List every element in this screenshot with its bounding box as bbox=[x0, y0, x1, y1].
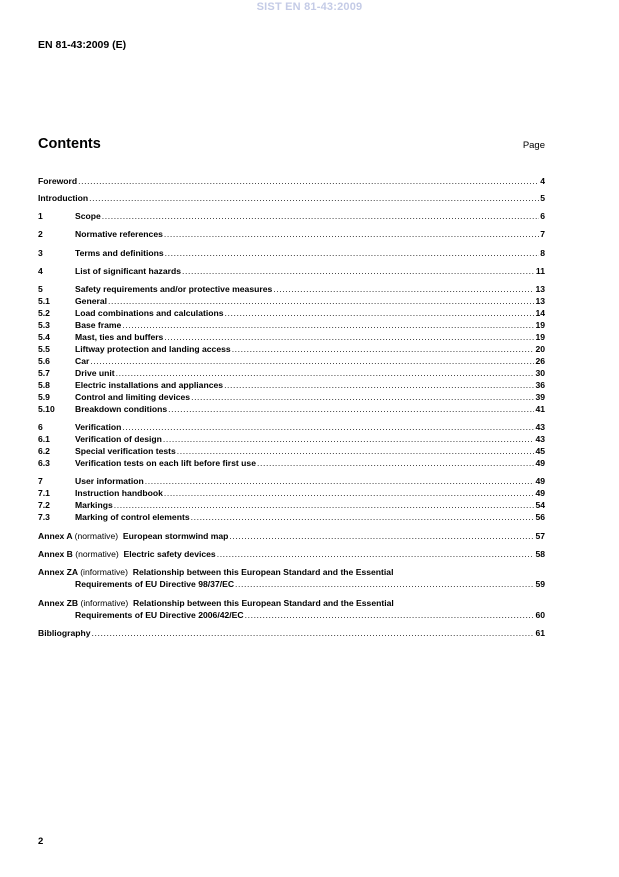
toc-title: Bibliography bbox=[38, 628, 91, 638]
toc-number: 7.1 bbox=[38, 488, 50, 498]
toc-entry-5-10[interactable] bbox=[38, 403, 545, 415]
toc-page: 13 bbox=[535, 296, 545, 306]
toc-number: 5.6 bbox=[38, 356, 50, 366]
toc-title: Liftway protection and landing access bbox=[75, 344, 231, 354]
annex-title: Relationship between this European Standard and the Essential bbox=[132, 567, 394, 577]
page-column-label: Page bbox=[522, 140, 545, 151]
dot-leader bbox=[116, 367, 535, 379]
annex-type: (informative) bbox=[80, 598, 129, 608]
document-id: EN 81-43:2009 (E) bbox=[38, 39, 127, 51]
toc-entry-6-1[interactable] bbox=[38, 433, 545, 445]
toc-number: 5.3 bbox=[38, 320, 50, 330]
toc-number: 7.3 bbox=[38, 512, 50, 522]
table-of-contents bbox=[38, 0, 545, 877]
toc-number: 5.10 bbox=[38, 404, 55, 414]
toc-entry-4[interactable] bbox=[38, 265, 545, 277]
toc-page: 8 bbox=[540, 248, 545, 258]
toc-page: 41 bbox=[535, 404, 545, 414]
toc-entry-6-2[interactable] bbox=[38, 445, 545, 457]
dot-leader bbox=[122, 319, 534, 331]
annex-title: Relationship between this European Standard and the Essential bbox=[133, 598, 394, 608]
toc-number: 7 bbox=[38, 476, 43, 486]
toc-number: 5.4 bbox=[38, 332, 50, 342]
dot-leader bbox=[163, 433, 535, 445]
dot-leader bbox=[92, 627, 535, 639]
toc-number: 4 bbox=[38, 266, 43, 276]
dot-leader bbox=[229, 530, 534, 542]
toc-number: 5.5 bbox=[38, 344, 50, 354]
toc-page: 19 bbox=[535, 320, 545, 330]
annex-label: Annex A bbox=[38, 531, 73, 541]
annex-label: Annex B bbox=[38, 549, 73, 559]
dot-leader bbox=[164, 487, 535, 499]
toc-number: 5.2 bbox=[38, 308, 50, 318]
toc-entry-7-2[interactable] bbox=[38, 499, 545, 511]
toc-entry-annex-za[interactable] bbox=[38, 566, 545, 578]
toc-entry-3[interactable] bbox=[38, 247, 545, 259]
toc-page: 5 bbox=[540, 193, 545, 203]
toc-entry-5-4[interactable] bbox=[38, 331, 545, 343]
dot-leader bbox=[217, 548, 535, 560]
toc-title: Normative references bbox=[75, 229, 163, 239]
toc-title: Drive unit bbox=[75, 368, 115, 378]
toc-page: 57 bbox=[535, 531, 545, 541]
toc-number: 7.2 bbox=[38, 500, 50, 510]
toc-page: 11 bbox=[535, 266, 545, 276]
dot-leader bbox=[90, 355, 534, 367]
toc-page: 58 bbox=[535, 549, 545, 559]
dot-leader bbox=[89, 192, 539, 204]
toc-title: General bbox=[75, 296, 108, 306]
toc-title: User information bbox=[75, 476, 144, 486]
toc-title: Load combinations and calculations bbox=[75, 308, 224, 318]
toc-title: Scope bbox=[75, 211, 101, 221]
toc-number: 6 bbox=[38, 422, 43, 432]
toc-entry-annex-b[interactable] bbox=[38, 548, 545, 560]
toc-page: 4 bbox=[540, 176, 545, 186]
annex-title: European stormwind map bbox=[122, 531, 229, 541]
dot-leader bbox=[102, 210, 539, 222]
dot-leader bbox=[235, 578, 534, 590]
dot-leader bbox=[191, 391, 534, 403]
annex-label: Annex ZB bbox=[38, 598, 79, 608]
toc-title: Introduction bbox=[38, 193, 89, 203]
toc-entry-annex-zb-cont[interactable] bbox=[38, 609, 545, 621]
dot-leader bbox=[257, 457, 534, 469]
annex-heading bbox=[38, 597, 394, 609]
toc-entry-5[interactable] bbox=[38, 283, 545, 295]
toc-entry-foreword[interactable] bbox=[38, 175, 545, 187]
toc-page: 43 bbox=[535, 434, 545, 444]
toc-number: 6.1 bbox=[38, 434, 50, 444]
toc-entry-2[interactable] bbox=[38, 228, 545, 240]
toc-page: 14 bbox=[535, 308, 545, 318]
toc-page: 59 bbox=[535, 579, 545, 589]
dot-leader bbox=[232, 343, 535, 355]
toc-page: 56 bbox=[535, 512, 545, 522]
toc-entry-5-2[interactable] bbox=[38, 307, 545, 319]
toc-entry-5-3[interactable] bbox=[38, 319, 545, 331]
annex-heading bbox=[38, 566, 393, 578]
toc-page: 49 bbox=[535, 458, 545, 468]
toc-entry-introduction[interactable] bbox=[38, 192, 545, 204]
toc-number: 5.8 bbox=[38, 380, 50, 390]
annex-heading bbox=[38, 530, 228, 542]
toc-page: 39 bbox=[535, 392, 545, 402]
toc-title: Base frame bbox=[75, 320, 122, 330]
dot-leader bbox=[168, 403, 534, 415]
toc-title: Verification of design bbox=[75, 434, 162, 444]
dot-leader bbox=[177, 445, 535, 457]
toc-page: 45 bbox=[535, 446, 545, 456]
toc-title: Marking of control elements bbox=[75, 512, 190, 522]
toc-page: 7 bbox=[540, 229, 545, 239]
dot-leader bbox=[273, 283, 534, 295]
page-number: 2 bbox=[38, 836, 44, 847]
annex-title-continued: Requirements of EU Directive 2006/42/EC bbox=[75, 610, 244, 620]
toc-entry-7-1[interactable] bbox=[38, 487, 545, 499]
toc-number: 2 bbox=[38, 229, 43, 239]
dot-leader bbox=[225, 307, 535, 319]
toc-entry-annex-a[interactable] bbox=[38, 530, 545, 542]
dot-leader bbox=[182, 265, 535, 277]
annex-type: (informative) bbox=[80, 567, 128, 577]
toc-entry-7-3[interactable] bbox=[38, 511, 545, 523]
toc-page: 36 bbox=[535, 380, 545, 390]
toc-entry-annex-zb[interactable] bbox=[38, 597, 545, 609]
dot-leader bbox=[122, 421, 534, 433]
toc-page: 61 bbox=[535, 628, 545, 638]
toc-number: 5.9 bbox=[38, 392, 50, 402]
annex-label: Annex ZA bbox=[38, 567, 78, 577]
dot-leader bbox=[78, 175, 539, 187]
toc-page: 13 bbox=[535, 284, 545, 294]
dot-leader bbox=[165, 247, 540, 259]
toc-title: Verification tests on each lift before first use bbox=[75, 458, 256, 468]
toc-title: List of significant hazards bbox=[75, 266, 182, 276]
toc-entry-annex-za-cont[interactable] bbox=[38, 578, 545, 590]
toc-page: 30 bbox=[535, 368, 545, 378]
toc-title: Safety requirements and/or protective measures bbox=[75, 284, 273, 294]
toc-title: Breakdown conditions bbox=[75, 404, 168, 414]
dot-leader bbox=[191, 511, 535, 523]
watermark: SIST EN 81-43:2009 bbox=[256, 1, 363, 13]
toc-entry-1[interactable] bbox=[38, 210, 545, 222]
toc-title: Mast, ties and buffers bbox=[75, 332, 164, 342]
dot-leader bbox=[145, 475, 535, 487]
toc-title: Foreword bbox=[38, 176, 78, 186]
annex-title: Electric safety devices bbox=[123, 549, 216, 559]
annex-heading bbox=[38, 548, 216, 560]
toc-entry-5-6[interactable] bbox=[38, 355, 545, 367]
toc-entry-5-1[interactable] bbox=[38, 295, 545, 307]
toc-title: Control and limiting devices bbox=[75, 392, 191, 402]
contents-title: Contents bbox=[38, 136, 101, 152]
toc-number: 6.3 bbox=[38, 458, 50, 468]
dot-leader bbox=[245, 609, 535, 621]
toc-number: 5 bbox=[38, 284, 43, 294]
toc-title: Terms and definitions bbox=[75, 248, 164, 258]
toc-number: 5.7 bbox=[38, 368, 50, 378]
dot-leader bbox=[108, 295, 534, 307]
toc-number: 5.1 bbox=[38, 296, 50, 306]
toc-entry-7[interactable] bbox=[38, 475, 545, 487]
toc-entry-6[interactable] bbox=[38, 421, 545, 433]
toc-page: 60 bbox=[535, 610, 545, 620]
dot-leader bbox=[114, 499, 535, 511]
dot-leader bbox=[224, 379, 534, 391]
toc-page: 26 bbox=[535, 356, 545, 366]
toc-entry-bibliography[interactable] bbox=[38, 627, 545, 639]
toc-title: Electric installations and appliances bbox=[75, 380, 224, 390]
toc-page: 6 bbox=[540, 211, 545, 221]
toc-number: 3 bbox=[38, 248, 43, 258]
toc-title: Special verification tests bbox=[75, 446, 176, 456]
toc-title: Verification bbox=[75, 422, 122, 432]
dot-leader bbox=[164, 228, 539, 240]
toc-entry-5-9[interactable] bbox=[38, 391, 545, 403]
toc-number: 1 bbox=[38, 211, 43, 221]
annex-type: (normative) bbox=[75, 549, 119, 559]
annex-title-continued: Requirements of EU Directive 98/37/EC bbox=[75, 579, 235, 589]
toc-page: 19 bbox=[535, 332, 545, 342]
annex-type: (normative) bbox=[74, 531, 119, 541]
toc-entry-6-3[interactable] bbox=[38, 457, 545, 469]
toc-page: 54 bbox=[535, 500, 545, 510]
toc-entry-5-5[interactable] bbox=[38, 343, 545, 355]
toc-entry-5-8[interactable] bbox=[38, 379, 545, 391]
toc-entry-5-7[interactable] bbox=[38, 367, 545, 379]
toc-title: Markings bbox=[75, 500, 113, 510]
toc-page: 49 bbox=[535, 476, 545, 486]
toc-number: 6.2 bbox=[38, 446, 50, 456]
toc-page: 20 bbox=[535, 344, 545, 354]
toc-title: Instruction handbook bbox=[75, 488, 163, 498]
toc-page: 49 bbox=[535, 488, 545, 498]
toc-page: 43 bbox=[535, 422, 545, 432]
dot-leader bbox=[164, 331, 534, 343]
toc-title: Car bbox=[75, 356, 90, 366]
